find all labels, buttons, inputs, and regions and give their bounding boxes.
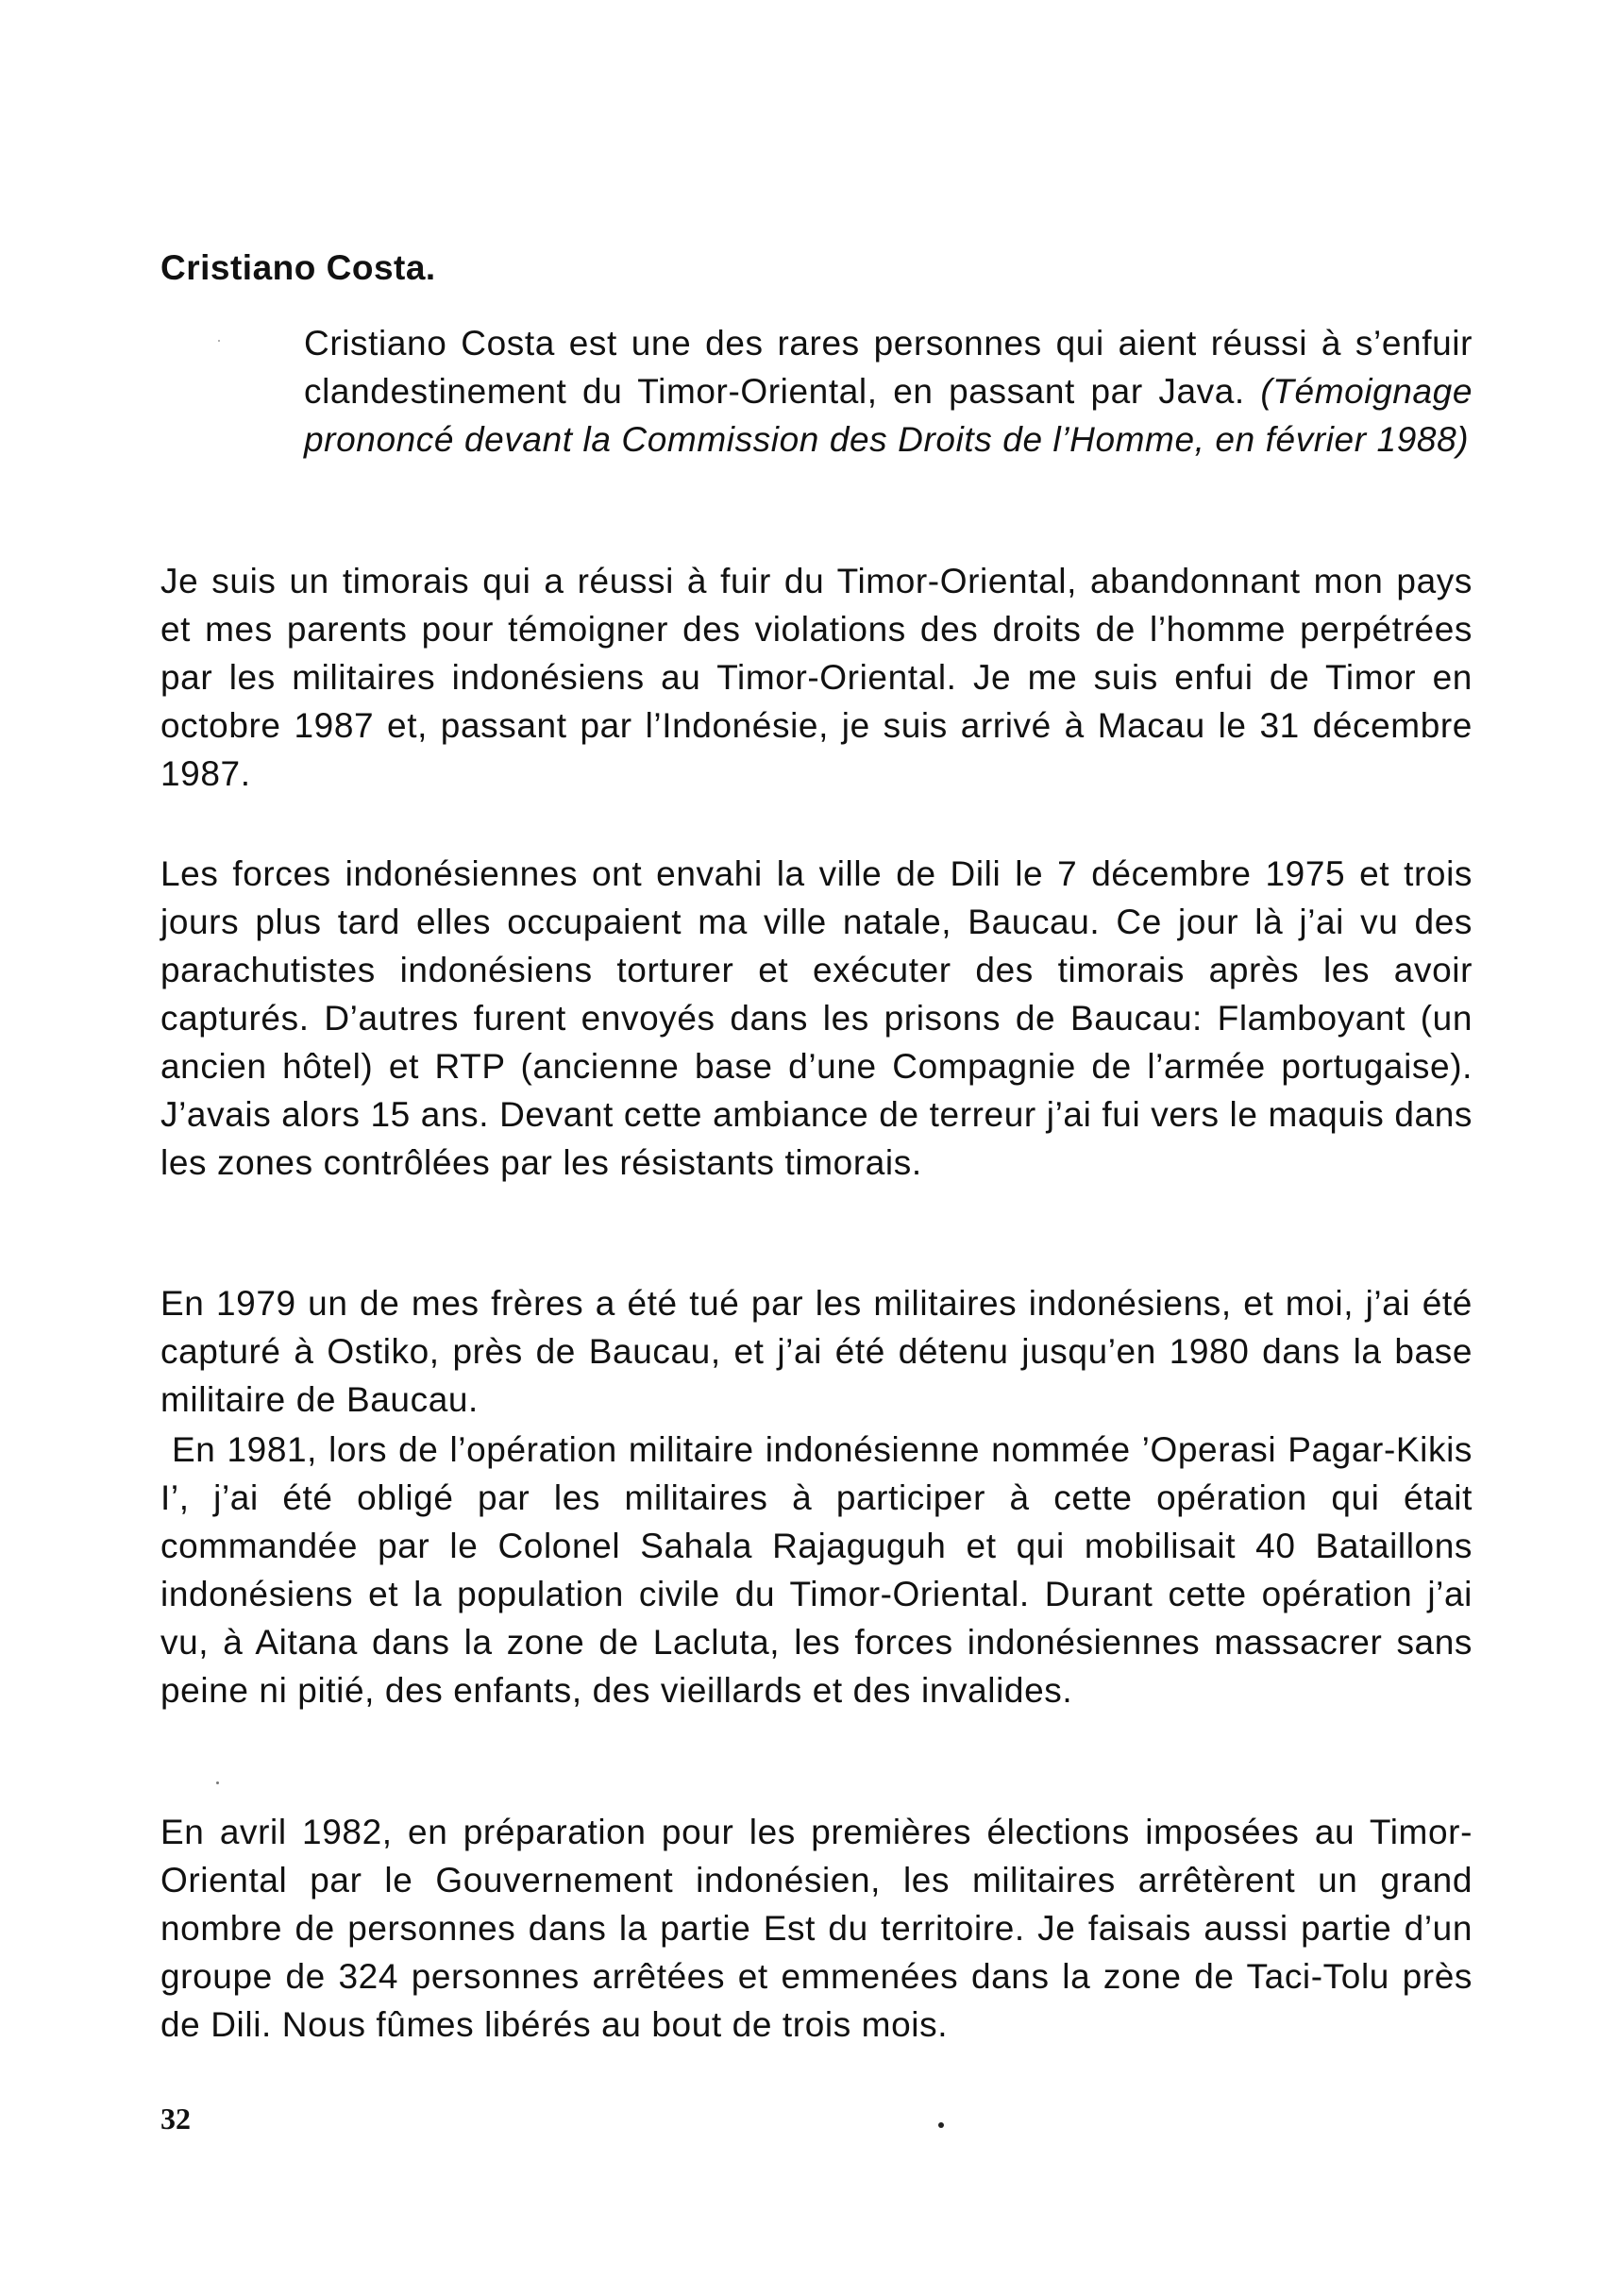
- paragraph-arrests: En avril 1982, en préparation pour les premières élections imposées au Timor-Oriental par le Gouvernement indonésien, les militaires arrêtèrent un grand nombre de personnes dans la partie Est du territoire. Je faisais aussi partie d’un groupe de 324 personnes arrêtées et emmenées dans la zone de Taci-Tolu près de Dili. Nous fûmes libérés au bout de trois mois.: [160, 1813, 1473, 2044]
- intro-italic-note: (Témoignage prononcé devant la Commission des Droits de l’Homme, en février 1988): [304, 372, 1473, 459]
- paragraph-operation: En 1981, lors de l’opération militaire indonésienne nommée ’Operasi Pagar-Kikis I’, j’ai été obligé par les militaires à participer à cette opération qui était commandée par le Colonel Sahala Rajaguguh et qui mobilisait 40 Bataillons indonésiens et la population civile du Timor-Oriental. Durant cette opération j’ai vu, à Aitana dans la zone de Lacluta, les forces indonésiennes massacrer sans peine ni pitié, des enfants, des vieillards et des invalides.: [160, 1430, 1473, 1710]
- page-number: 32: [160, 2102, 191, 2136]
- scan-speck: [218, 340, 220, 342]
- intro-text: Cristiano Costa est une des rares personnes qui aient réussi à s’enfuir clandestinement du Timor-Oriental, en passant par Java.: [304, 324, 1473, 411]
- intro-paragraph: [304, 319, 1473, 464]
- paragraph-invasion: Les forces indonésiennes ont envahi la ville de Dili le 7 décembre 1975 et trois jours plus tard elles occupaient ma ville natale, Baucau. Ce jour là j’ai vu des parachutistes indonésiens torturer et exécuter des timorais après les avoir capturés. D’autres furent envoyés dans les prisons de Baucau: Flamboyant (un ancien hôtel) et RTP (ancienne base d’une Compagnie de l’armée portugaise). J’avais alors 15 ans. Devant cette ambiance de terreur j’ai fui vers le maquis dans les zones contrôlées par les résistants timorais.: [160, 854, 1473, 1182]
- scan-speck: [216, 1781, 219, 1784]
- section-heading: Cristiano Costa.: [160, 248, 436, 287]
- paragraph-escape: Je suis un timorais qui a réussi à fuir du Timor-Oriental, abandonnant mon pays et mes parents pour témoigner des violations des droits de l’homme perpétrées par les militaires indonésiens au Timor-Oriental. Je me suis enfui de Timor en octobre 1987 et, passant par l’Indonésie, je suis arrivé à Macau le 31 décembre 1987.: [160, 562, 1473, 793]
- paragraph-capture: En 1979 un de mes frères a été tué par les militaires indonésiens, et moi, j’ai été capturé à Ostiko, près de Baucau, et j’ai été détenu jusqu’en 1980 dans la base militaire de Baucau.: [160, 1284, 1473, 1419]
- scan-speck: [938, 2122, 944, 2128]
